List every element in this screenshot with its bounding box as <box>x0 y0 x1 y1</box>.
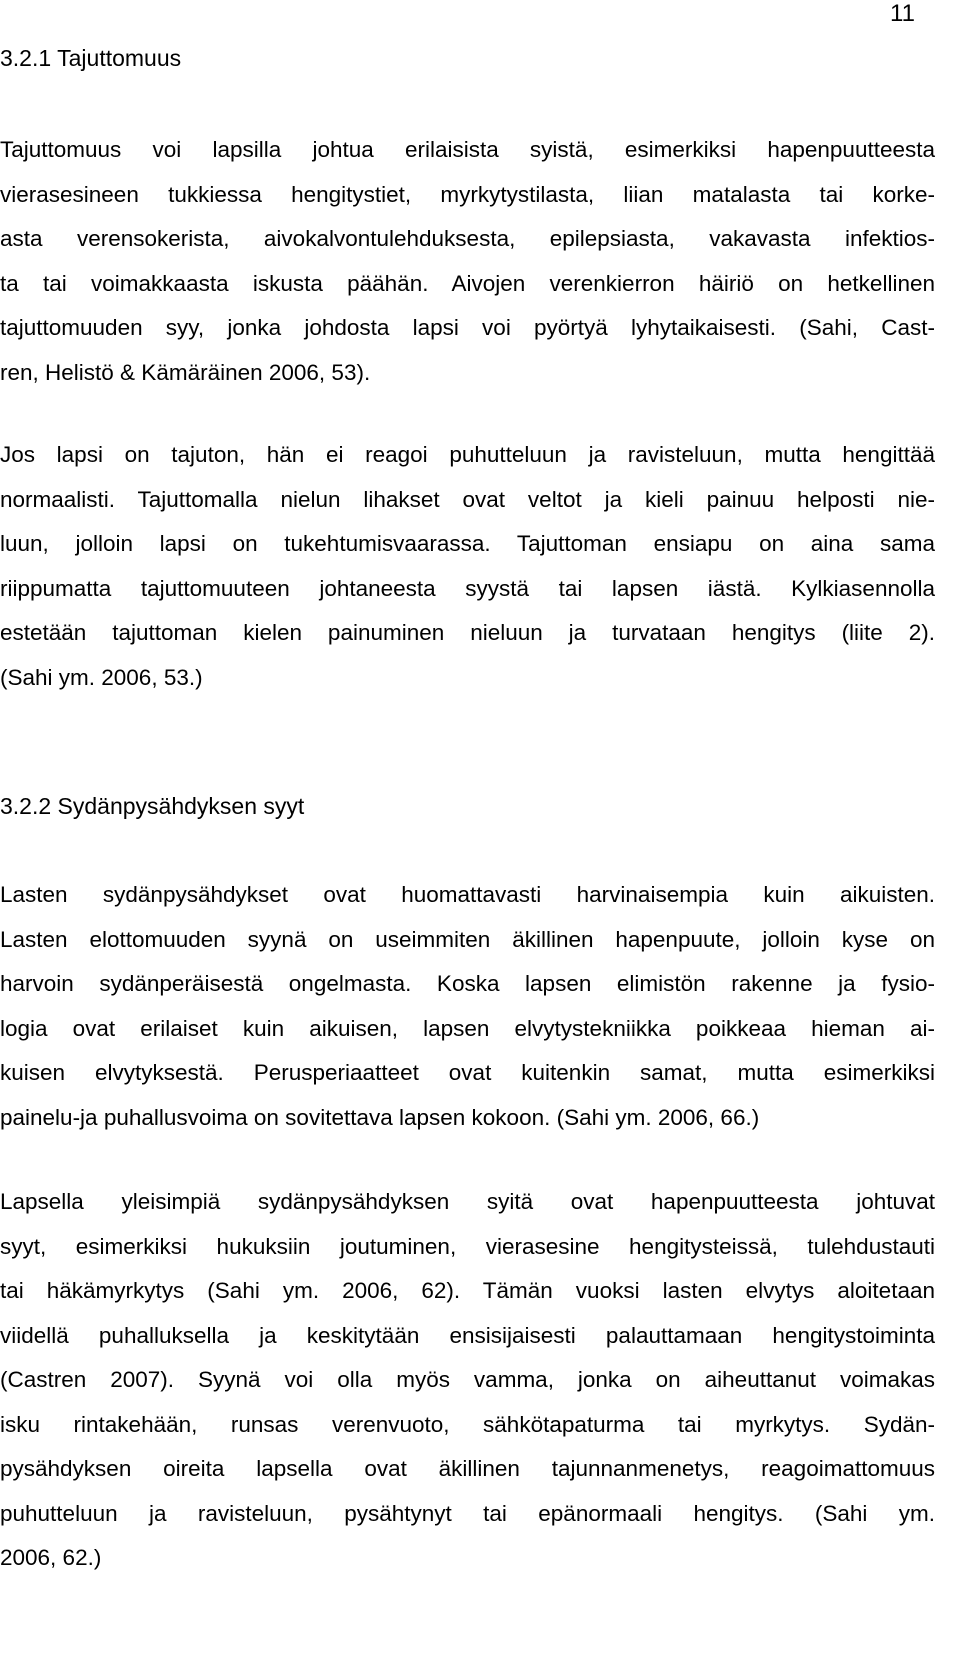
text-line: syyt, esimerkiksi hukuksiin joutuminen, vierasesine hengitysteissä, tulehdustauti <box>0 1233 935 1259</box>
text-line: normaalisti. Tajuttomalla nielun lihakset ovat veltot ja kieli painuu helposti nie- <box>0 486 935 512</box>
text-line: tai häkämyrkytys (Sahi ym. 2006, 62). Tämän vuoksi lasten elvytys aloitetaan <box>0 1278 935 1303</box>
section-heading-sydanpysahdyksen-syyt: 3.2.2 Sydänpysähdyksen syyt <box>0 793 305 819</box>
text-line: puhutteluun ja ravisteluun, pysähtynyt tai epänormaali hengitys. (Sahi ym. <box>0 1500 935 1526</box>
text-line: logia ovat erilaiset kuin aikuisen, lapsen elvytystekniikka poikkeaa hieman ai- <box>0 1015 935 1041</box>
text-line: harvoin sydänperäisestä ongelmasta. Koska lapsen elimistön rakenne ja fysio- <box>0 971 935 996</box>
text-line: luun, jolloin lapsi on tukehtumisvaarassa. Tajuttoman ensiapu on aina sama <box>0 531 935 556</box>
text-line: asta verensokerista, aivokalvontulehduksesta, epilepsiasta, vakavasta infektios- <box>0 226 935 251</box>
paragraph-tajuttomuus-first-aid <box>0 433 935 700</box>
text-line: (Castren 2007). Syynä voi olla myös vamma, jonka on aiheuttanut voimakas <box>0 1367 935 1392</box>
text-line: Lapsella yleisimpiä sydänpysähdyksen syitä ovat hapenpuutteesta johtuvat <box>0 1189 935 1214</box>
paragraph-cardiac-arrest-rarity <box>0 873 935 1140</box>
text-line: 2006, 62.) <box>0 1545 102 1570</box>
text-line: pysähdyksen oireita lapsella ovat äkillinen tajunnanmenetys, reagoimattomuus <box>0 1456 935 1481</box>
text-line: vierasesineen tukkiessa hengitystiet, myrkytystilasta, liian matalasta tai korke- <box>0 181 935 207</box>
text-line: ta tai voimakkaasta iskusta päähän. Aivojen verenkierron häiriö on hetkellinen <box>0 270 935 296</box>
paragraph-tajuttomuus-causes <box>0 128 935 395</box>
text-line: isku rintakehään, runsas verenvuoto, sähkötapaturma tai myrkytys. Sydän- <box>0 1411 935 1437</box>
text-line: painelu-ja puhallusvoima on sovitettava lapsen kokoon. (Sahi ym. 2006, 66.) <box>0 1104 760 1130</box>
page-number: 11 <box>890 0 915 27</box>
text-line: Lasten sydänpysähdykset ovat huomattavasti harvinaisempia kuin aikuisten. <box>0 882 935 907</box>
section-heading-tajuttomuus: 3.2.1 Tajuttomuus <box>0 45 182 71</box>
text-line: riippumatta tajuttomuuteen johtaneesta syystä tai lapsen iästä. Kylkiasennolla <box>0 575 935 601</box>
text-line: tajuttomuuden syy, jonka johdosta lapsi voi pyörtyä lyhytaikaisesti. (Sahi, Cast- <box>0 315 935 340</box>
paragraph-cardiac-arrest-causes <box>0 1180 935 1581</box>
text-line: ren, Helistö & Kämäräinen 2006, 53). <box>0 359 371 385</box>
text-line: Jos lapsi on tajuton, hän ei reagoi puhutteluun ja ravisteluun, mutta hengittää <box>0 442 935 467</box>
text-line: Lasten elottomuuden syynä on useimmiten äkillinen hapenpuute, jolloin kyse on <box>0 926 935 952</box>
text-line: estetään tajuttoman kielen painuminen nieluun ja turvataan hengitys (liite 2). <box>0 620 935 645</box>
text-line: kuisen elvytyksestä. Perusperiaatteet ovat kuitenkin samat, mutta esimerkiksi <box>0 1060 935 1085</box>
text-line: viidellä puhalluksella ja keskitytään ensisijaisesti palauttamaan hengitystoiminta <box>0 1322 935 1348</box>
text-line: (Sahi ym. 2006, 53.) <box>0 664 203 690</box>
text-line: Tajuttomuus voi lapsilla johtua erilaisista syistä, esimerkiksi hapenpuutteesta <box>0 137 935 162</box>
